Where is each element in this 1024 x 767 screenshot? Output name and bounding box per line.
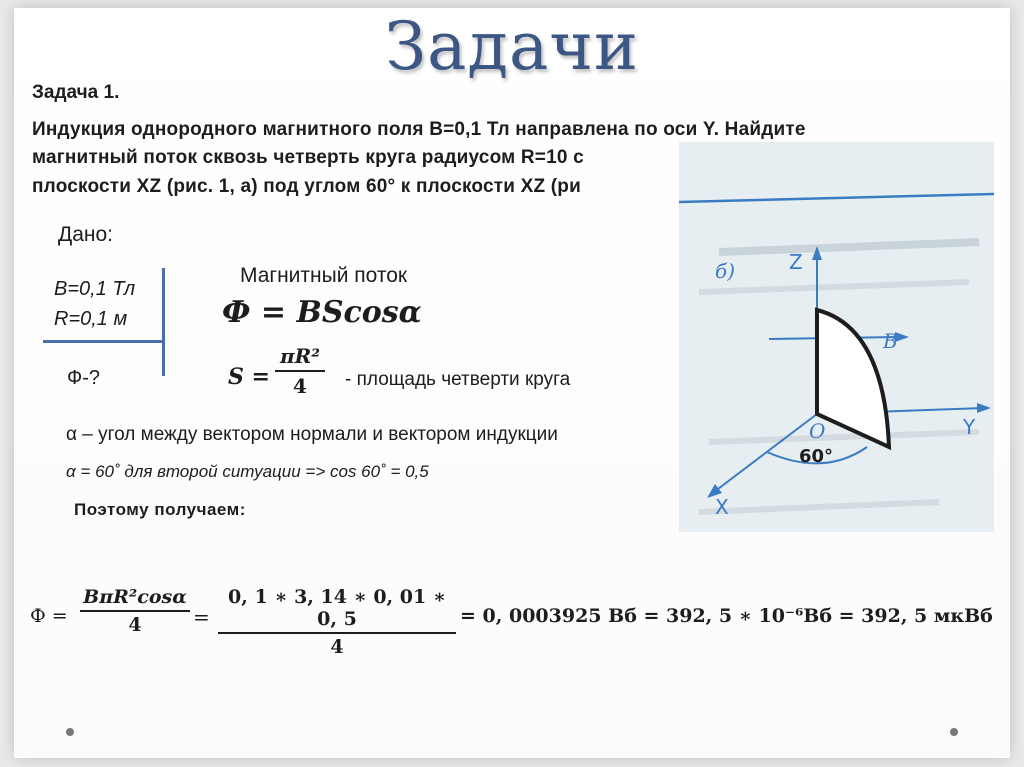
- angle-label: 60°: [799, 446, 834, 467]
- axis-x-label: X: [715, 495, 729, 519]
- final-fraction-1: [80, 586, 190, 636]
- area-numerator: πR²: [279, 344, 321, 368]
- problem-line-1: Индукция однородного магнитного поля B=0,1 Тл направлена по оси Y. Найдите: [32, 119, 806, 140]
- slide-title: Задачи: [384, 8, 640, 85]
- slide-corner-dot: [66, 728, 74, 736]
- alpha-definition: α – угол между вектором нормали и вектором индукции: [66, 424, 558, 445]
- final-fraction-1-denominator: 4: [128, 614, 142, 636]
- final-fraction-2-numerator: 0, 1 ∗ 3, 14 ∗ 0, 01 ∗ 0, 5: [228, 586, 446, 630]
- final-fraction-2-denominator: 4: [330, 636, 344, 658]
- axis-z-label: Z: [789, 250, 803, 274]
- result-label: Поэтому получаем:: [74, 500, 246, 519]
- axis-y-label: Y: [963, 415, 976, 439]
- fraction-bar: [80, 610, 190, 612]
- given-header: Дано:: [58, 223, 114, 246]
- final-lhs: Ф =: [30, 605, 68, 627]
- slide-corner-dot: [950, 728, 958, 736]
- final-result: = 0, 0003925 Вб = 392, 5 ∗ 10⁻⁶Вб = 392, 5 мкВб: [460, 605, 993, 627]
- alpha-value: α = 60˚ для второй ситуации => cos 60˚ = 0,5: [66, 462, 429, 481]
- task-number: Задача 1.: [32, 82, 120, 103]
- find-label: Ф-?: [67, 367, 100, 389]
- problem-line-3: плоскости XZ (рис. 1, а) под углом 60° к плоскости XZ (ри: [32, 176, 581, 197]
- final-fraction-1-numerator: BπR²cosα: [83, 586, 187, 608]
- flux-formula: Ф = BScosα: [222, 295, 422, 330]
- area-denominator: 4: [293, 374, 307, 398]
- given-b: B=0,1 Тл: [54, 278, 136, 300]
- given-divider-vertical: [162, 268, 165, 376]
- figure-quarter-circle: [679, 142, 994, 532]
- flux-label: Магнитный поток: [240, 264, 408, 287]
- origin-label: O: [809, 419, 826, 443]
- fraction-bar: [218, 632, 456, 634]
- vector-b-label: B: [883, 329, 898, 353]
- problem-line-2: магнитный поток сквозь четверть круга радиусом R=10 с: [32, 147, 584, 168]
- fraction-bar: [275, 370, 325, 372]
- given-r: R=0,1 м: [54, 308, 128, 330]
- area-label: - площадь четверти круга: [345, 369, 571, 390]
- figure-label-b: б): [715, 259, 736, 283]
- final-fraction-2: [218, 586, 456, 658]
- equals-sign: =: [193, 605, 210, 629]
- area-fraction: [275, 344, 325, 398]
- given-divider-horizontal: [43, 340, 165, 343]
- area-formula-lhs: S =: [228, 364, 270, 390]
